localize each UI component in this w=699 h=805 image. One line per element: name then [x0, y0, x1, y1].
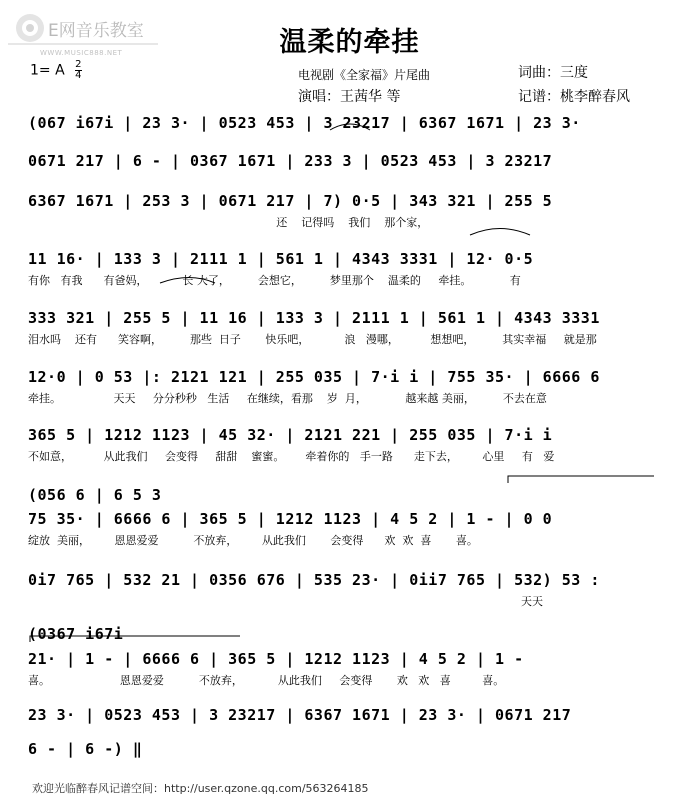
notation-line: 21· | 1 - | 6666 6 | 365 5 | 1212 1123 | 4 5 2 | 1 - [28, 650, 524, 668]
score-row [0, 114, 699, 146]
notation-line: 0i7 765 | 532 21 | 0356 676 | 535 23· | 0ii7 765 | 532) 53 : [28, 571, 600, 589]
lyric-line: 天天 [28, 595, 544, 608]
transcriber-credit: 记谱：桃李醉春风 [518, 89, 630, 105]
lyric-line: 还 记得吗 我们 那个家， [28, 216, 429, 229]
song-source: 电视剧《全家福》片尾曲 [298, 68, 431, 82]
notation-line: (0367 i67i [28, 625, 124, 643]
notation-line: 6 - | 6 -) ‖ [28, 740, 143, 758]
lyric-line: 泪水吗 还有 笑容啊， 那些 日子 快乐吧， 浪 漫哪， 想想吧， 其实幸福 就是那 [28, 333, 597, 346]
notation-line: (067 i67i | 23 3· | 0523 453 | 3 23217 | 6367 1671 | 23 3· [28, 114, 581, 132]
lyricist-credit: 词曲：三度 [518, 65, 588, 81]
footer-note: 欢迎光临醉春风记谱空间：http://user.qzone.qq.com/563264185 [32, 782, 369, 795]
key-label: 1= A [30, 62, 65, 79]
page-title: 温柔的牵挂 [279, 27, 420, 58]
notation-line: (056 6 | 6 5 3 [28, 486, 162, 504]
score-row [0, 152, 699, 184]
lyric-line: 绽放 美丽， 恩恩爱爱 不放弃， 从此我们 会变得 欢 欢 喜 喜。 [28, 534, 478, 547]
lyric-line: 有你 有我 有爸妈， 长 大了， 会想它， 梦里那个 温柔的 牵挂。 有 [28, 274, 521, 287]
notation-line: 0671 217 | 6 - | 0367 1671 | 233 3 | 0523 453 | 3 23217 [28, 152, 553, 170]
lyric-line: 喜。 恩恩爱爱 不放弃， 从此我们 会变得 欢 欢 喜 喜。 [28, 674, 505, 687]
score-row [0, 740, 699, 772]
notation-line: 75 35· | 6666 6 | 365 5 | 1212 1123 | 4 5 2 | 1 - | 0 0 [28, 510, 553, 528]
score-row [0, 650, 699, 687]
lyric-line: 不如意， 从此我们 会变得 甜甜 蜜蜜。 牵着你的 手一路 走下去， 心里 有 爱 [28, 450, 555, 463]
lyric-line: 牵挂。 天天 分分秒秒 生活 在继续，看那 岁 月， 越来越 美丽， 不去在意 [28, 392, 547, 405]
score-row [0, 510, 699, 547]
notation-line: 6367 1671 | 253 3 | 0671 217 | 7) 0·5 | 343 321 | 255 5 [28, 192, 553, 210]
notation-line: 365 5 | 1212 1123 | 45 32· | 2121 221 | 255 035 | 7·i i [28, 426, 553, 444]
score-row [0, 426, 699, 463]
notation-line: 11 16· | 133 3 | 2111 1 | 561 1 | 4343 3331 | 12· 0·5 [28, 250, 534, 268]
score-row [0, 571, 699, 608]
score-row [0, 706, 699, 738]
score-row [0, 309, 699, 346]
score-row [0, 250, 699, 287]
site-logo-url: WWW.MUSIC888.NET [40, 49, 123, 57]
site-logo-text: E网音乐教室 [48, 21, 144, 41]
time-bottom: 4 [75, 70, 82, 81]
score-row [0, 368, 699, 405]
singer-credit: 演唱：王茜华 等 [298, 89, 401, 105]
time-top: 2 [75, 59, 82, 70]
notation-line: 23 3· | 0523 453 | 3 23217 | 6367 1671 | 23 3· | 0671 217 [28, 706, 572, 724]
score-row [0, 192, 699, 229]
time-signature [75, 60, 81, 81]
key-signature [30, 60, 82, 81]
notation-line: 333 321 | 255 5 | 11 16 | 133 3 | 2111 1 | 561 1 | 4343 3331 [28, 309, 600, 327]
notation-line: 12·0 | 0 53 |: 2121 121 | 255 035 | 7·i i | 755 35· | 6666 6 [28, 368, 600, 386]
